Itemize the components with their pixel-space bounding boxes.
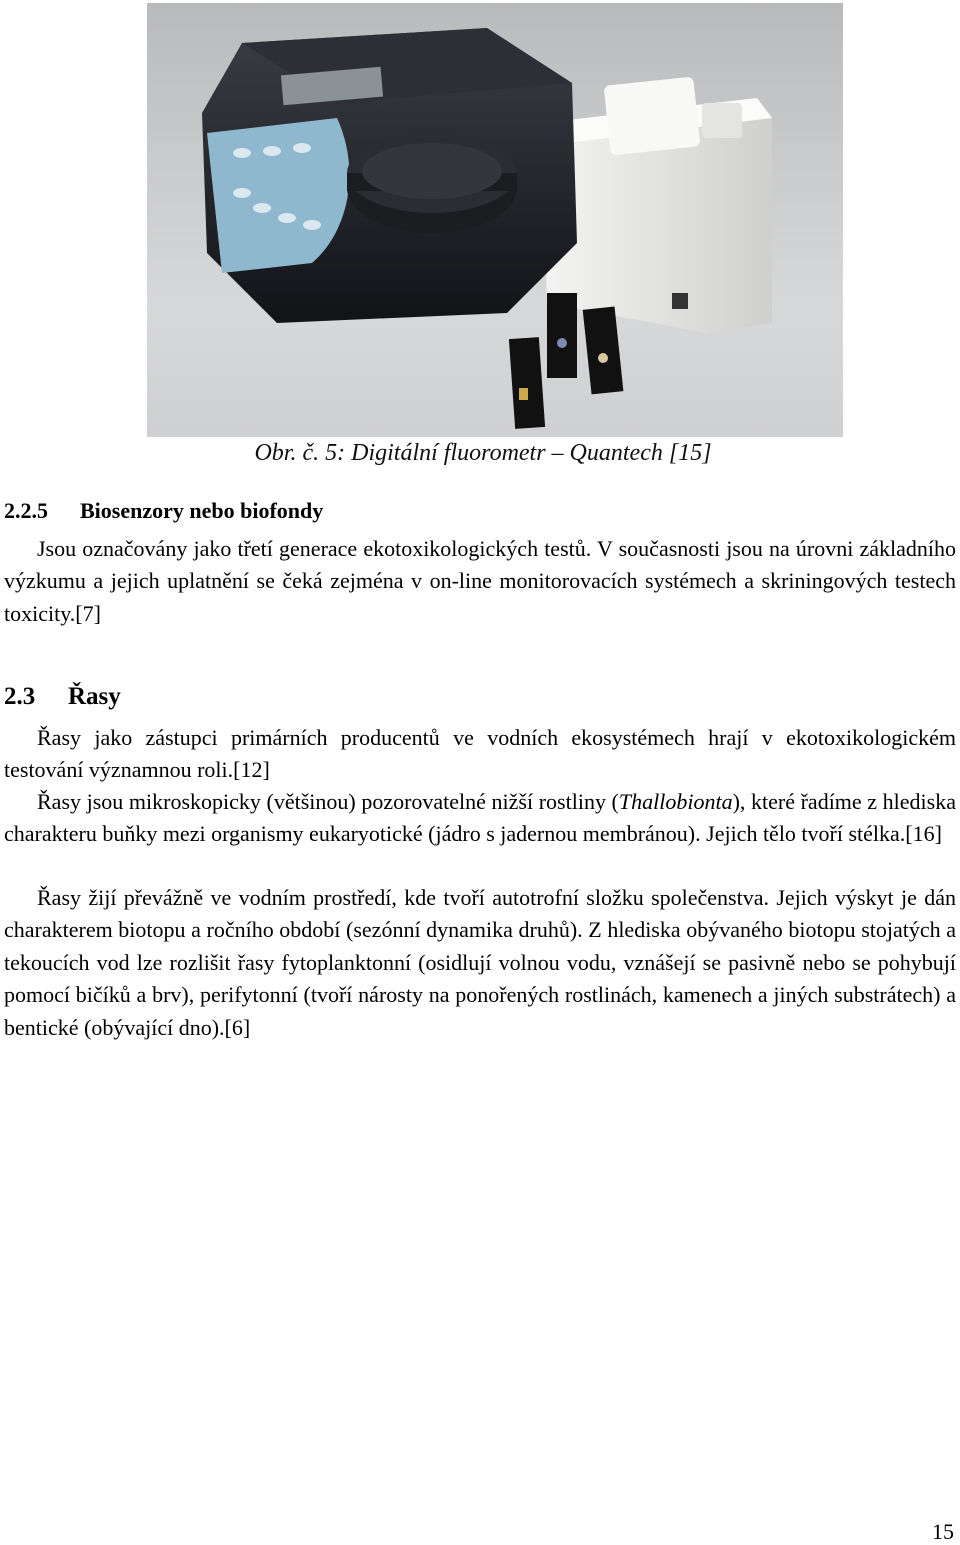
paragraph-text: Řasy jsou mikroskopicky (většinou) pozorovatelné nižší rostliny ( bbox=[37, 789, 619, 814]
paragraph-biosenzory: Jsou označovány jako třetí generace ekotoxikologických testů. V současnosti jsou na úrovni základního výzkumu a jejich uplatnění se čeká zejména v on-line monitorovacích systémech a skriningových testech toxicity.[7] bbox=[4, 536, 956, 626]
paragraph-rasy-3: Řasy žijí převážně ve vodním prostředí, kde tvoří autotrofní složku společenstva. Jejich výskyt je dán charakterem biotopu a ročního období (sezónní dynamika druhů). Z hlediska obývaného biotopu stojatých a tekoucích vod lze rozlišit řasy fytoplanktonní (osidlují volnou vodu, vznášejí se pasivně nebo se pohybují pomocí bičíků a brv), perifytonní (tvoří nárosty na ponořených rostlinách, kamenech a jiných substrátech) a bentické (obývající dno).[6] bbox=[4, 885, 956, 1040]
figure-caption: Obr. č. 5: Digitální fluorometr – Quantech [15] bbox=[254, 440, 712, 466]
section-title: Biosenzory nebo biofondy bbox=[80, 498, 324, 523]
section-title: Řasy bbox=[68, 683, 121, 710]
section-number: 2.3 bbox=[4, 683, 36, 710]
section-heading-2-2-5 bbox=[4, 498, 323, 524]
paragraph-rasy-1: Řasy jako zástupci primárních producentů ve vodních ekosystémech hrají v ekotoxikologickém testování významnou roli.[12] bbox=[4, 725, 956, 783]
taxon-name: Thallobionta bbox=[618, 789, 733, 814]
paragraph-text: ), které řadíme z hlediska charakteru buňky mezi organismy eukaryotické (jádro s jadernou membránou). Jejich tělo tvoří stélka.[16] bbox=[4, 789, 956, 847]
section-number: 2.2.5 bbox=[4, 498, 48, 523]
fluorometer-illustration bbox=[147, 3, 843, 437]
paragraph-rasy-2 bbox=[4, 786, 956, 851]
section-heading-2-3 bbox=[4, 683, 121, 711]
fluorometer-device bbox=[202, 28, 577, 323]
cuvettes bbox=[509, 293, 624, 429]
page-number: 15 bbox=[932, 1519, 954, 1544]
fluorometer-photo bbox=[147, 3, 843, 437]
